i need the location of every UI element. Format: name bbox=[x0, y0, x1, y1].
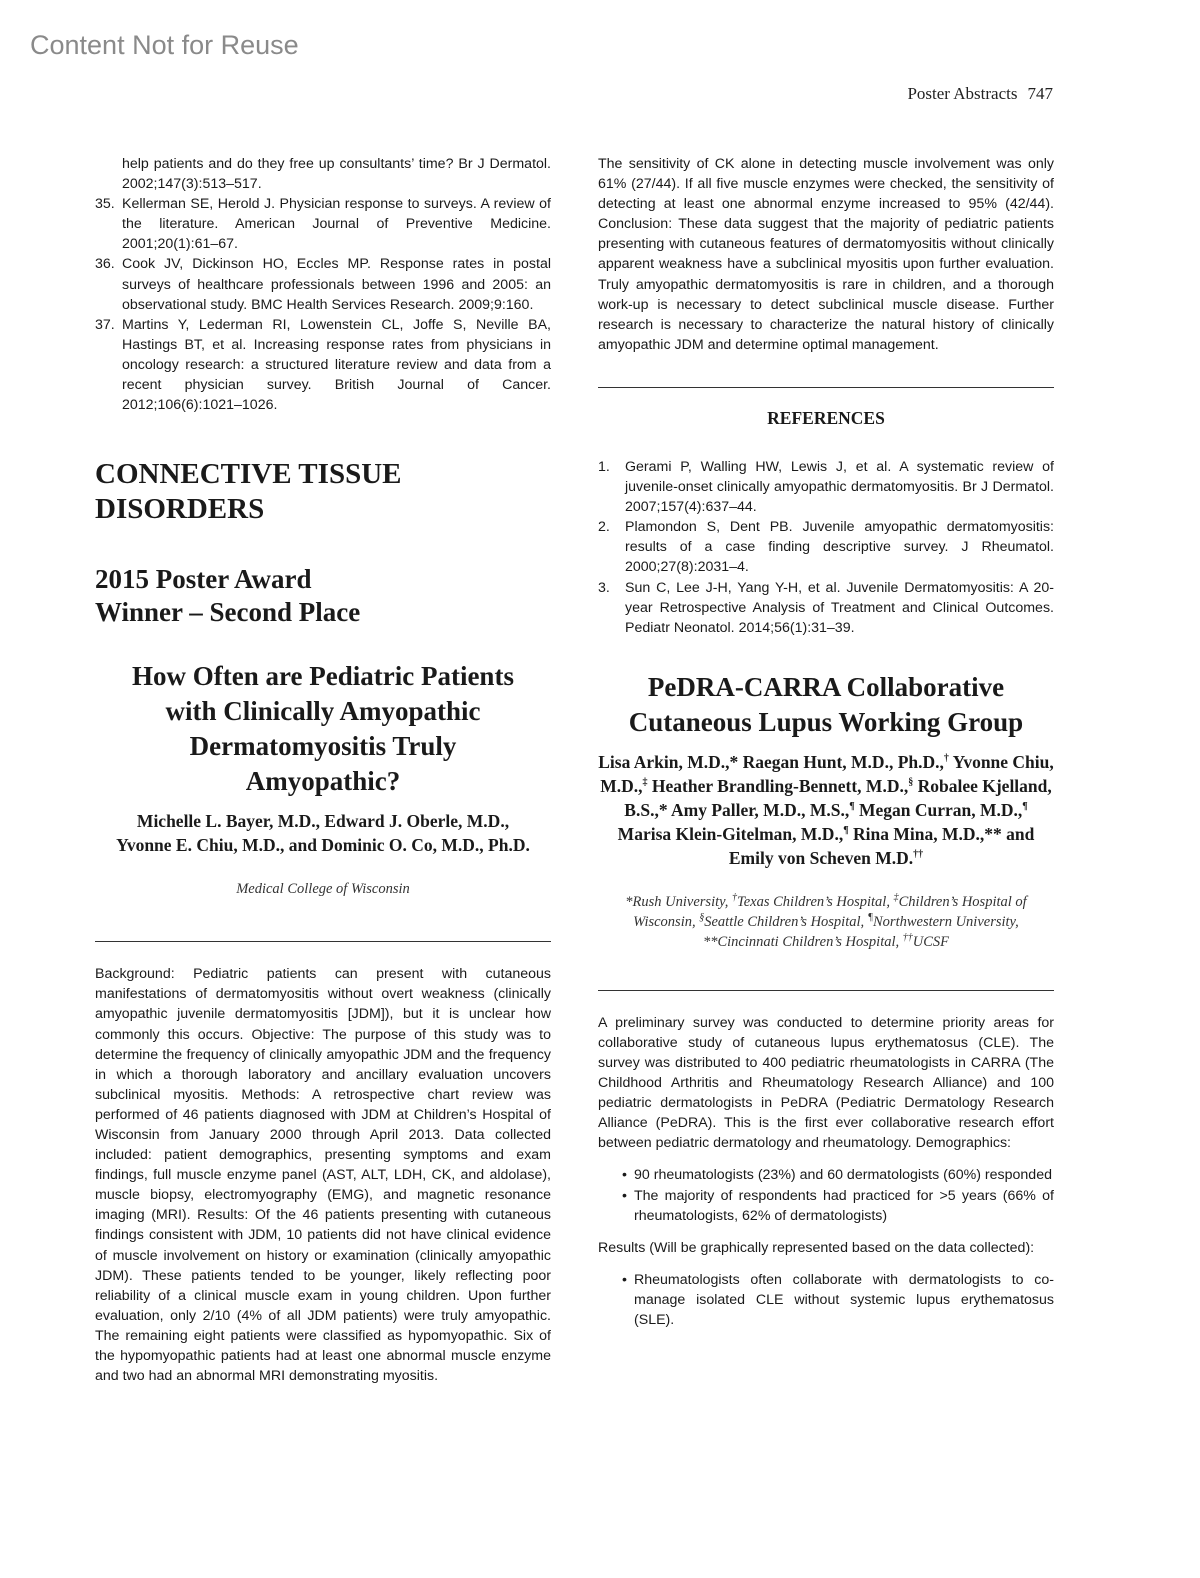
affiliation: Children’s Hospital of Wisconsin, bbox=[633, 893, 1027, 930]
affiliation: Seattle Children’s Hospital, bbox=[704, 913, 865, 930]
section-heading-line: CONNECTIVE TISSUE bbox=[95, 458, 402, 491]
affiliation: Northwestern University, bbox=[873, 913, 1019, 930]
author-line: Michelle L. Bayer, M.D., Edward J. Oberle, M.D., bbox=[136, 811, 510, 832]
references-heading: REFERENCES bbox=[767, 407, 885, 428]
reference-item bbox=[95, 254, 551, 314]
reference-item bbox=[598, 457, 1054, 517]
author: Marisa Klein-Gitelman, M.D., bbox=[617, 823, 844, 844]
title-line: PeDRA-CARRA Collaborative bbox=[647, 671, 1005, 702]
reference-number: 3. bbox=[598, 579, 610, 596]
affiliation-marker: †† bbox=[913, 848, 924, 860]
affiliation-marker: † bbox=[943, 752, 949, 764]
reference-item bbox=[95, 194, 551, 254]
reference-item bbox=[598, 517, 1054, 577]
divider bbox=[598, 990, 1054, 991]
right-column bbox=[598, 154, 1054, 1330]
reference-number: 35. bbox=[95, 196, 115, 213]
bullet-list bbox=[598, 1165, 1054, 1225]
bullet-text: The majority of respondents had practiced for >5 years (66% of rheumatologists, 62% of dermatologists) bbox=[634, 1187, 1054, 1224]
affiliation: **Cincinnati Children’s Hospital, bbox=[702, 933, 900, 950]
page-number: 747 bbox=[1027, 84, 1053, 103]
bullet-item bbox=[598, 1270, 1054, 1330]
title-line: Dermatomyositis Truly bbox=[189, 731, 457, 762]
reference-text: Martins Y, Lederman RI, Lowenstein CL, Joffe S, Neville BA, Hastings BT, et al. Increasing response rates from physicians in oncology research: a structured literature review and data from a recent physician survey. British Journal of Cancer. 2012;106(6):1021–1026. bbox=[122, 316, 551, 414]
affiliation-marker: ¶ bbox=[843, 824, 849, 836]
bullet-item bbox=[598, 1165, 1054, 1185]
title-line: with Clinically Amyopathic bbox=[165, 696, 481, 727]
award-heading-line: Winner – Second Place bbox=[95, 597, 361, 628]
award-heading bbox=[95, 563, 551, 629]
bullet-list bbox=[598, 1270, 1054, 1330]
bullet-marker: • bbox=[622, 1167, 627, 1184]
author-list bbox=[95, 809, 551, 857]
author: Amy Paller, M.D., M.S., bbox=[667, 799, 850, 820]
divider bbox=[598, 387, 1054, 388]
abstract-body: Background: Pediatric patients can present with cutaneous manifestations of dermatomyositis without overt weakness (clinically amyopathic juvenile dermatomyositis [JDM]), but it is unclear how commonly this occurs. Objective: The purpose of this study was to determine the frequency of clinically amyopathic JDM and the frequency in which a thorough laboratory and ancillary evaluation uncovers subclinical myositis. Methods: A retrospective chart review was performed of 46 patients diagnosed with JDM at Children’s Hospital of Wisconsin from January 2000 through April 2013. Data collected included: patient demographics, presenting symptoms and exam findings, full muscle enzyme panel (AST, ALT, LDH, CK, and aldolase), muscle biopsy, electromyography (EMG), and magnetic resonance imaging (MRI). Results: Of the 46 patients presenting with cutaneous findings consistent with JDM, 10 patients did not have clinical evidence of muscle involvement on history or examination (clinically amyopathic JDM). These patients tended to be younger, likely reflecting poor reliability of a clinical muscle exam in young children. Upon further evaluation, only 2/10 (4% of all JDM patients) were truly amyopathic. The remaining eight patients were classified as hypomyopathic. Six of the hypomyopathic patients had at least one abnormal muscle enzyme and two had an abnormal MRI demonstrating myositis. bbox=[95, 966, 551, 1385]
reference-number: 2. bbox=[598, 519, 610, 536]
running-head-section: Poster Abstracts bbox=[907, 84, 1018, 103]
author-line: Yvonne E. Chiu, M.D., and Dominic O. Co, M.D., Ph.D. bbox=[116, 835, 530, 856]
reference-list-right bbox=[598, 457, 1054, 638]
abstract-title bbox=[598, 670, 1054, 740]
affiliation: *Rush University, bbox=[625, 893, 729, 910]
abstract-title bbox=[95, 659, 551, 799]
author: Rina Mina, M.D.,** bbox=[848, 823, 1002, 844]
affiliation-marker: § bbox=[699, 911, 705, 923]
reference-list-left bbox=[95, 194, 551, 415]
reference-text: Kellerman SE, Herold J. Physician response to surveys. A review of the literature. American Journal of Preventive Medicine. 2001;20(1):61–67. bbox=[122, 196, 551, 253]
affiliation-marker: ‡ bbox=[893, 891, 899, 903]
award-heading-line: 2015 Poster Award bbox=[95, 564, 312, 595]
affiliation: Medical College of Wisconsin bbox=[236, 881, 410, 898]
bullet-text: Rheumatologists often collaborate with dermatologists to co-manage isolated CLE without systemic lupus erythematosus (SLE). bbox=[634, 1271, 1054, 1328]
author: Heather Brandling-Bennett, M.D., bbox=[647, 775, 909, 796]
affiliation: Texas Children’s Hospital, bbox=[737, 893, 890, 910]
affiliation-marker: †† bbox=[902, 931, 913, 943]
affiliation-marker: ¶ bbox=[849, 800, 855, 812]
affiliation-marker: § bbox=[908, 776, 914, 788]
title-line: Amyopathic? bbox=[245, 766, 401, 797]
affiliation-marker: ¶ bbox=[867, 911, 873, 923]
left-column bbox=[95, 154, 551, 1386]
author-list bbox=[598, 750, 1054, 870]
author: Megan Curran, M.D., bbox=[854, 799, 1023, 820]
reference-text: Gerami P, Walling HW, Lewis J, et al. A systematic review of juvenile-onset clinically amyopathic dermatomyositis. Br J Dermatol. 2007;157(4):637–44. bbox=[625, 458, 1054, 516]
divider bbox=[95, 941, 551, 942]
title-line: Cutaneous Lupus Working Group bbox=[628, 706, 1024, 737]
reference-text: Sun C, Lee J-H, Yang Y-H, et al. Juvenile Dermatomyositis: A 20-year Retrospective Analysis of Treatment and Clinical Outcomes. Pediatr Neonatol. 2014;56(1):31–39. bbox=[625, 579, 1054, 636]
results-intro: Results (Will be graphically represented based on the data collected): bbox=[598, 1239, 1035, 1256]
bullet-text: 90 rheumatologists (23%) and 60 dermatologists (60%) responded bbox=[634, 1167, 1052, 1184]
bullet-marker: • bbox=[622, 1271, 627, 1288]
section-heading bbox=[95, 457, 551, 527]
affiliation-marker: † bbox=[732, 891, 738, 903]
reference-text: Plamondon S, Dent PB. Juvenile amyopathic dermatomyositis: results of a case finding descriptive survey. J Rheumatol. 2000;27(8):2031–4. bbox=[625, 519, 1054, 576]
section-heading-line: DISORDERS bbox=[95, 493, 265, 526]
abstract-body: A preliminary survey was conducted to determine priority areas for collaborative study of cutaneous lupus erythematosus (CLE). The survey was distributed to 400 pediatric rheumatologists in CARRA (The Childhood Arthritis and Rheumatology Research Alliance) and 100 pediatric dermatologists in PeDRA (Pediatric Dermatology Research Alliance (PeDRA). This is the first ever collaborative research effort between pediatric dermatology and rheumatology. Demographics: bbox=[598, 1014, 1054, 1152]
bullet-item bbox=[598, 1186, 1054, 1226]
watermark: Content Not for Reuse bbox=[30, 30, 299, 60]
affiliation: UCSF bbox=[912, 933, 950, 950]
author: and Emily von Scheven M.D. bbox=[728, 823, 1035, 868]
title-line: How Often are Pediatric Patients bbox=[132, 661, 514, 692]
reference-number: 36. bbox=[95, 256, 115, 273]
reference-number: 1. bbox=[598, 458, 610, 475]
abstract-continuation: The sensitivity of CK alone in detecting muscle involvement was only 61% (27/44). If all five muscle enzymes were checked, the sensitivity of detecting at least one abnormal enzyme increased to 95% (42/44). Conclusion: These data suggest that the majority of pediatric patients presenting with cutaneous features of dermatomyositis without clinically apparent weakness have a subclinical myositis upon further evaluation. Truly amyopathic dermatomyositis is rare in children, and a thorough work-up is necessary to detect subclinical muscle disease. Further research is necessary to characterize the natural history of clinically amyopathic JDM and determine optimal management. bbox=[598, 156, 1054, 353]
affiliation-marker: ¶ bbox=[1022, 800, 1028, 812]
author: Robalee Kjelland, B.S.,* bbox=[624, 775, 1052, 820]
reference-item bbox=[95, 315, 551, 415]
reference-item bbox=[598, 578, 1054, 638]
author: Raegan Hunt, M.D., Ph.D., bbox=[738, 751, 944, 772]
reference-continuation: help patients and do they free up consultants’ time? Br J Dermatol. 2002;147(3):513–517. bbox=[122, 156, 551, 193]
affiliation-list bbox=[598, 892, 1054, 952]
author: Yvonne Chiu, M.D., bbox=[600, 751, 1054, 796]
reference-number: 37. bbox=[95, 316, 115, 333]
author: Lisa Arkin, M.D.,* bbox=[598, 751, 739, 772]
affiliation-marker: ‡ bbox=[642, 776, 648, 788]
running-head bbox=[897, 84, 1053, 104]
reference-text: Cook JV, Dickinson HO, Eccles MP. Response rates in postal surveys of healthcare professionals between 1996 and 2005: an observational study. BMC Health Services Research. 2009;9:160. bbox=[122, 256, 551, 313]
bullet-marker: • bbox=[622, 1187, 627, 1204]
